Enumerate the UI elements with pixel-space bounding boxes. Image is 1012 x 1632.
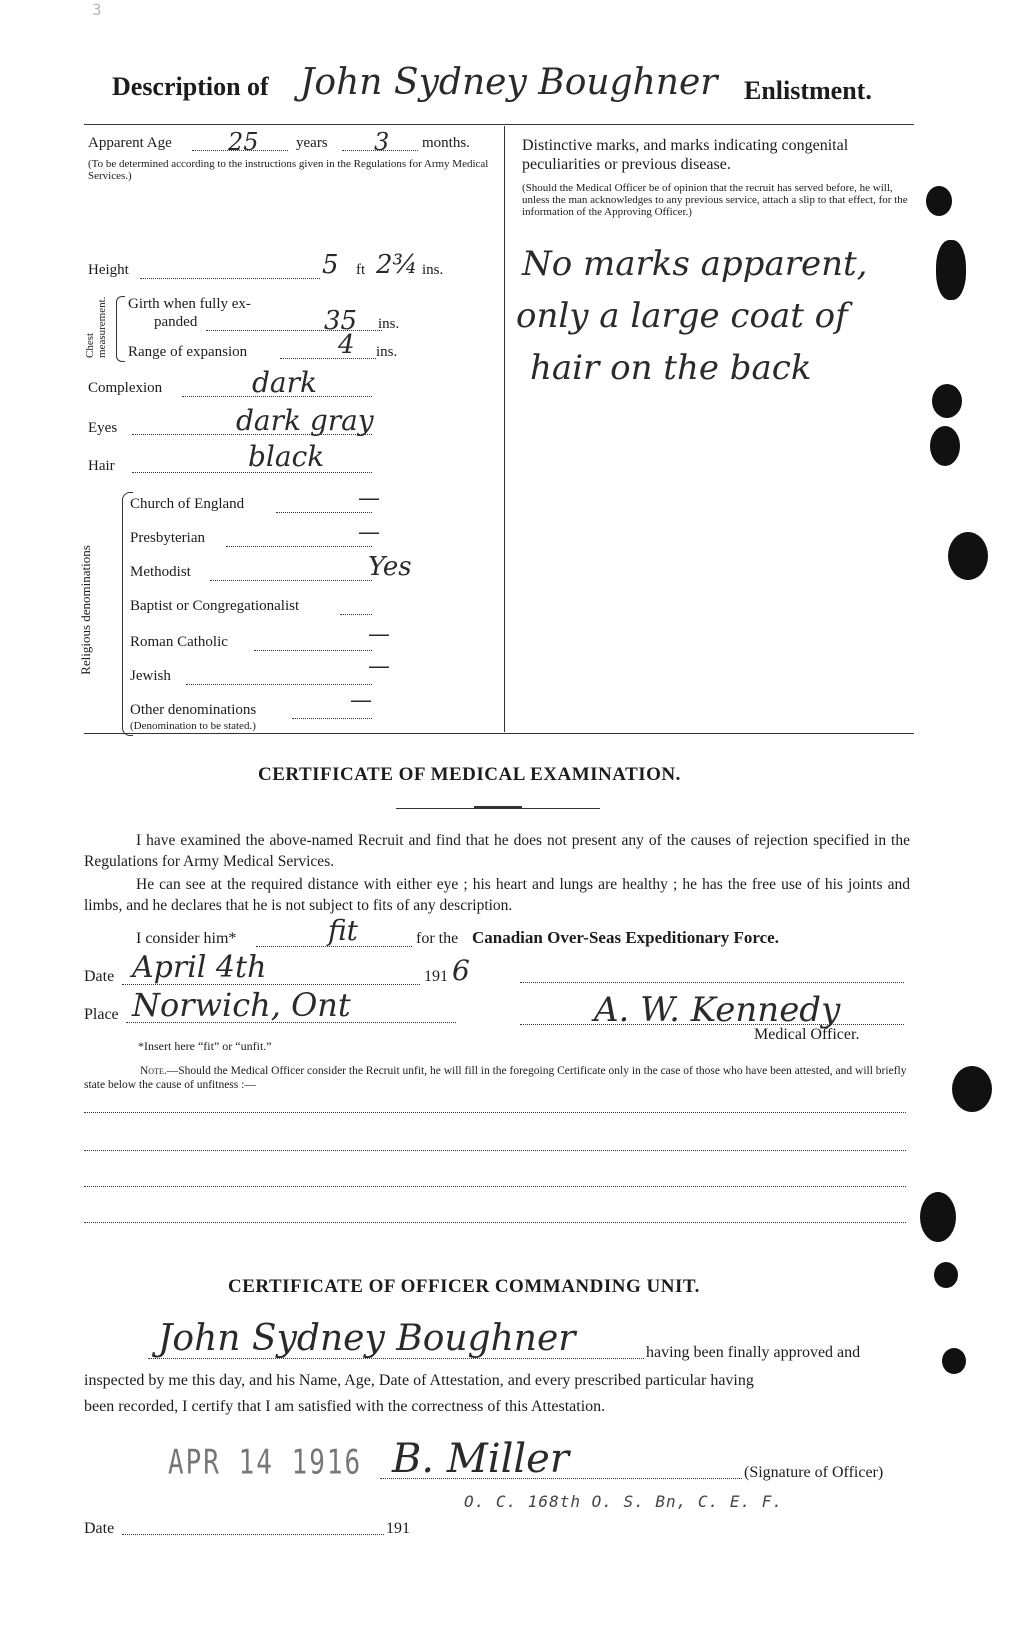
religion-line: [292, 718, 372, 719]
marks-line-2: only a large coat of: [516, 296, 848, 336]
punch-hole: [952, 1066, 992, 1112]
marks-heading: Distinctive marks, and marks indicating congenital peculiarities or previous disease.: [522, 137, 849, 173]
religion-mark: —: [368, 654, 390, 679]
years-unit: years: [296, 135, 328, 151]
height-ins-unit: ins.: [422, 262, 444, 278]
range-label: Range of expansion: [128, 344, 248, 360]
signature-of-officer-label: (Signature of Officer): [744, 1464, 884, 1481]
exam-year-digit: 6: [452, 954, 470, 987]
girth-value: 35: [324, 306, 358, 336]
religion-presbyterian: Presbyterian: [130, 530, 205, 546]
girth-label-2: panded: [154, 314, 198, 330]
height-ft: 5: [322, 250, 339, 280]
religion-line: [276, 512, 372, 513]
medical-para-1: I have examined the above-named Recruit and find that he does not present any of the causes of rejection specified in the Regulations for Army Medical Services.: [84, 832, 910, 870]
chest-bracket: [116, 296, 125, 362]
punch-hole: [930, 426, 960, 466]
consider-label: I consider him*: [136, 930, 237, 947]
medical-para-2: He can see at the required distance with either eye ; his heart and lungs are healthy ; he has the free use of his joints and limbs, and he declares that he is not subject to fits of any description.: [84, 876, 910, 914]
height-label: Height: [88, 262, 129, 278]
commanding-year-prefix: 191: [386, 1520, 410, 1537]
unfitness-line: [84, 1150, 906, 1151]
religion-methodist: Methodist: [130, 564, 191, 580]
religion-line: [210, 580, 372, 581]
received-date-stamp: APR 14 1916: [168, 1443, 363, 1483]
religion-mark: —: [350, 688, 372, 713]
denomination-note: (Denomination to be stated.): [130, 720, 256, 732]
religion-mark: —: [368, 622, 390, 647]
unfitness-line: [84, 1222, 906, 1223]
punch-hole: [932, 384, 962, 418]
height-line: [140, 278, 320, 279]
medical-officer-signature: A. W. Kennedy: [594, 990, 841, 1030]
apparent-age-label: Apparent Age: [88, 135, 172, 151]
religion-baptist: Baptist or Congregationalist: [130, 598, 300, 614]
exam-place-value: Norwich, Ont: [132, 986, 351, 1024]
page-title-end: Enlistment.: [744, 76, 872, 105]
commanding-officer-signature: B. Miller: [392, 1436, 569, 1482]
punch-hole: [936, 240, 966, 300]
ft-unit: ft: [356, 262, 366, 278]
marks-line-3: hair on the back: [530, 348, 812, 388]
consider-value: fit: [328, 914, 358, 947]
religion-roman-catholic: Roman Catholic: [130, 634, 228, 650]
section-rule: [84, 733, 914, 734]
girth-label: Girth when fully ex-: [128, 296, 251, 312]
complexion-label: Complexion: [88, 380, 163, 396]
range-value: 4: [338, 330, 355, 360]
medical-officer-title: Medical Officer.: [754, 1026, 860, 1043]
top-rule: [84, 124, 914, 125]
religion-mark: Yes: [368, 552, 412, 582]
hair-value: black: [248, 440, 325, 473]
force-text: for the: [416, 930, 459, 947]
marks-note: (Should the Medical Officer be of opinion that the recruit has served before, he will, unless the man acknowledges to any previous service, attach a slip to that effect, for the information of the Approving Officer.): [522, 182, 908, 218]
commanding-text-1: having been finally approved and: [646, 1344, 861, 1361]
religion-line: [254, 650, 372, 651]
religion-mark: —: [358, 486, 380, 511]
exam-signature-line-top: [520, 982, 904, 983]
girth-unit: ins.: [378, 316, 400, 332]
age-years: 25: [228, 128, 259, 156]
age-months: 3: [374, 128, 390, 156]
religion-line: [226, 546, 372, 547]
commanding-text-3: been recorded, I certify that I am satisfied with the correctness of this Attestation.: [84, 1398, 606, 1415]
exam-year-prefix: 191: [424, 968, 448, 985]
religion-line: [340, 614, 372, 615]
punch-hole: [948, 532, 988, 580]
medical-title: CERTIFICATE OF MEDICAL EXAMINATION.: [258, 764, 681, 785]
insert-note: *Insert here “fit” or “unfit.”: [138, 1039, 272, 1053]
punch-hole: [926, 186, 952, 216]
exam-date-label: Date: [84, 968, 115, 985]
marks-line-1: No marks apparent,: [522, 244, 868, 284]
months-unit: months.: [422, 135, 470, 151]
religion-other: Other denominations: [130, 702, 257, 718]
force-name: Canadian Over-Seas Expeditionary Force.: [472, 928, 779, 947]
unfit-note-text: —Should the Medical Officer consider the Recruit unfit, he will fill in the foregoing Certificate only in the case of those who have been attested, and will briefly state below the cause of unfitness :—: [84, 1065, 907, 1091]
unfitness-line: [84, 1186, 906, 1187]
commanding-date-line: [122, 1534, 384, 1535]
religion-jewish: Jewish: [130, 668, 171, 684]
punch-hole: [920, 1192, 956, 1242]
exam-date-value: April 4th: [132, 950, 267, 985]
officer-unit-stamp: O. C. 168th O. S. Bn, C. E. F.: [464, 1492, 783, 1511]
unfit-note: [84, 1064, 910, 1092]
eyes-label: Eyes: [88, 420, 118, 436]
commanding-date-label: Date: [84, 1520, 115, 1537]
religion-mark: —: [358, 520, 380, 545]
religion-line: [186, 684, 372, 685]
complexion-value: dark: [252, 366, 317, 399]
commanding-title: CERTIFICATE OF OFFICER COMMANDING UNIT.: [228, 1276, 700, 1297]
punch-hole: [942, 1348, 966, 1374]
chest-label: Chest measurement.: [84, 296, 108, 358]
punch-hole: [934, 1262, 958, 1288]
range-unit: ins.: [376, 344, 398, 360]
corner-mark: 3: [92, 0, 104, 19]
recruit-name: John Sydney Boughner: [300, 62, 718, 103]
eyes-value: dark gray: [236, 404, 374, 437]
medical-title-rule-accent: [474, 806, 522, 809]
exam-place-label: Place: [84, 1006, 119, 1023]
column-divider: [504, 126, 505, 732]
page-title: Description of: [112, 72, 269, 101]
unfit-note-label: Note.: [140, 1065, 167, 1077]
hair-label: Hair: [88, 458, 115, 474]
unfitness-line: [84, 1112, 906, 1113]
commanding-recruit-name: John Sydney Boughner: [158, 1318, 576, 1359]
commanding-text-2: inspected by me this day, and his Name, Age, Date of Attestation, and every prescribed particular having: [84, 1372, 754, 1389]
range-line: [280, 358, 376, 359]
religion-church-of-england: Church of England: [130, 496, 245, 512]
age-note: (To be determined according to the instructions given in the Regulations for Army Medical Services.): [88, 158, 489, 182]
height-ins: 2¾: [376, 250, 418, 280]
religion-group-label: Religious denominations: [78, 545, 93, 675]
